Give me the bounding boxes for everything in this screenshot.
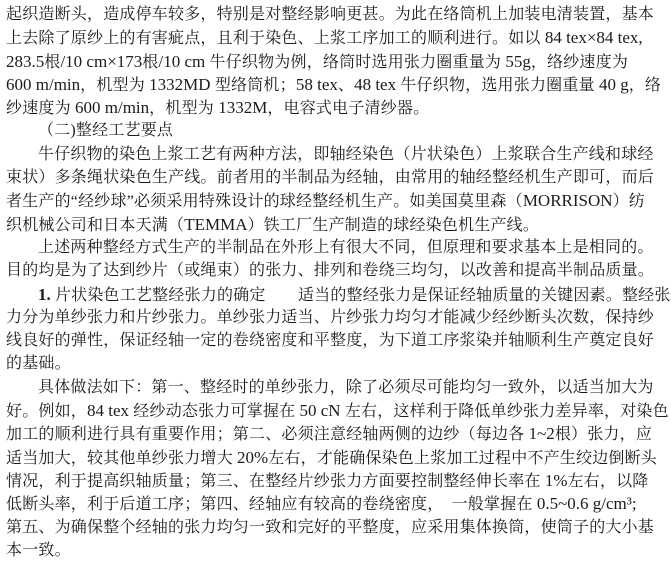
text-line: 线良好的弹性，保证经轴一定的卷绕密度和平整度，为下道工序浆染并轴顺利生产奠定良好 xyxy=(6,332,655,350)
text-line: 者生产的“经纱球”必须采用特殊设计的球经整经机生产。如美国莫里森（MORRISON）纺 xyxy=(6,191,645,211)
text-line: 牛仔织物的染色上浆工艺有两种方法，即轴经染色（片状染色）上浆联合生产线和球经 xyxy=(38,145,654,163)
latin-text: 55g xyxy=(505,51,531,71)
text-line: 加工的顺利进行具有重要作用；第二、必须注意经轴两侧的边纱（每边各 1~2根）张力，应 xyxy=(6,424,653,444)
latin-text: 1% xyxy=(544,470,568,490)
latin-text: /10 cm×173 xyxy=(60,51,143,71)
text-line: 上去除了原纱上的有害疵点，且利于染色、上浆工序加工的顺利进行。如以 84 tex×84 tex, xyxy=(6,28,643,48)
text-line: 283.5根/10 cm×173根/10 cm 牛仔织物为例，络筒时选用张力圈重量为 55g，络纱速度为 xyxy=(6,51,629,71)
latin-text: 0.5~0.6 g/cm³; xyxy=(536,494,637,514)
latin-text: 283.5 xyxy=(6,51,45,71)
text-line: 适当加大，较其他单纱张力增大 20%左右，才能确保染色上浆加工过程中不产生绞边倒断头 xyxy=(6,447,657,467)
text-line: 本一致。 xyxy=(6,541,71,559)
text-line: 目的均是为了达到纱片（或绳束）的张力、排列和卷绕三均匀，以改善和提高半制品质量。 xyxy=(6,262,655,280)
text-line: 第五、为确保整个经轴的张力均匀一致和完好的平整度，应采用集体换筒，使筒子的大小基 xyxy=(6,518,655,536)
text-line: 的基础。 xyxy=(6,355,71,373)
latin-text: 1332M xyxy=(218,98,268,118)
text-line: 起织造断头，造成停车较多，特别是对整经影响更甚。为此在络筒机上加装电清装置，基本 xyxy=(6,6,655,23)
text-line: 好。例如，84 tex 经纱动态张力可掌握在 50 cN 左右，这样利于降低单纱张力差异率，对染色 xyxy=(6,401,669,421)
latin-text: 58 tex xyxy=(295,74,338,94)
latin-text: /10 cm xyxy=(158,51,210,71)
latin-text: 84 tex×84 tex, xyxy=(544,28,643,48)
latin-text: 40 g xyxy=(598,74,629,94)
latin-text: 48 tex xyxy=(354,74,401,94)
section-number xyxy=(38,284,51,304)
text-line: 纱速度为 600 m/min，机型为 1332M，电容式电子清纱器。 xyxy=(6,98,430,118)
latin-text: 84 tex xyxy=(87,401,134,421)
latin-text: 1332MD xyxy=(149,74,215,94)
text-line: 束状）多条绳状染色生产线。前者用的半制品为经轴，由常用的轴经整经机生产即可，而后 xyxy=(6,169,655,187)
text-line: 1. 片状染色工艺整经张力的确定 适当的整经张力是保证经轴质量的关键因素。整经张 xyxy=(38,284,671,304)
text-line: 具体做法如下：第一、整经时的单纱张力，除了必须尽可能均匀一致外，以适当加大为 xyxy=(38,378,654,396)
latin-text: 1~2 xyxy=(528,424,555,444)
latin-text: 600 m/min xyxy=(75,98,150,118)
latin-text: 50 cN xyxy=(299,401,345,421)
latin-text: 1. xyxy=(38,284,51,304)
latin-text: MORRISON xyxy=(522,191,613,211)
latin-text: 600 m/min xyxy=(6,74,81,94)
latin-text: 20% xyxy=(237,447,269,467)
text-line: 情况，利于提高织轴质量；第三、在整经片纱张力方面要控制整经伸长率在 1%左右，以降 xyxy=(6,470,649,490)
text-line: 织机械公司和日本天满（TEMMA）铁工厂生产制造的球经染色机生产线。 xyxy=(6,214,540,234)
text-line: 力分为单纱张力和片纱张力。单纱张力适当、片纱张力均匀才能减少经纱断头次数，保持纱 xyxy=(6,308,655,326)
text-line: 低断头率，利于后道工序；第四、经轴应有较高的卷绕密度， 一般掌握在 0.5~0.6 g/cm³; xyxy=(6,494,637,514)
text-line: （二)整经工艺要点 xyxy=(38,122,174,140)
latin-text: TEMMA xyxy=(184,214,248,234)
text-line: 上述两种整经方式生产的半制品在外形上有很大不同，但原理和要求基本上是相同的。 xyxy=(38,238,654,256)
text-line: 600 m/min，机型为 1332MD 型络筒机；58 tex、48 tex 牛仔织物，选用张力圈重量 40 g，络 xyxy=(6,74,662,94)
